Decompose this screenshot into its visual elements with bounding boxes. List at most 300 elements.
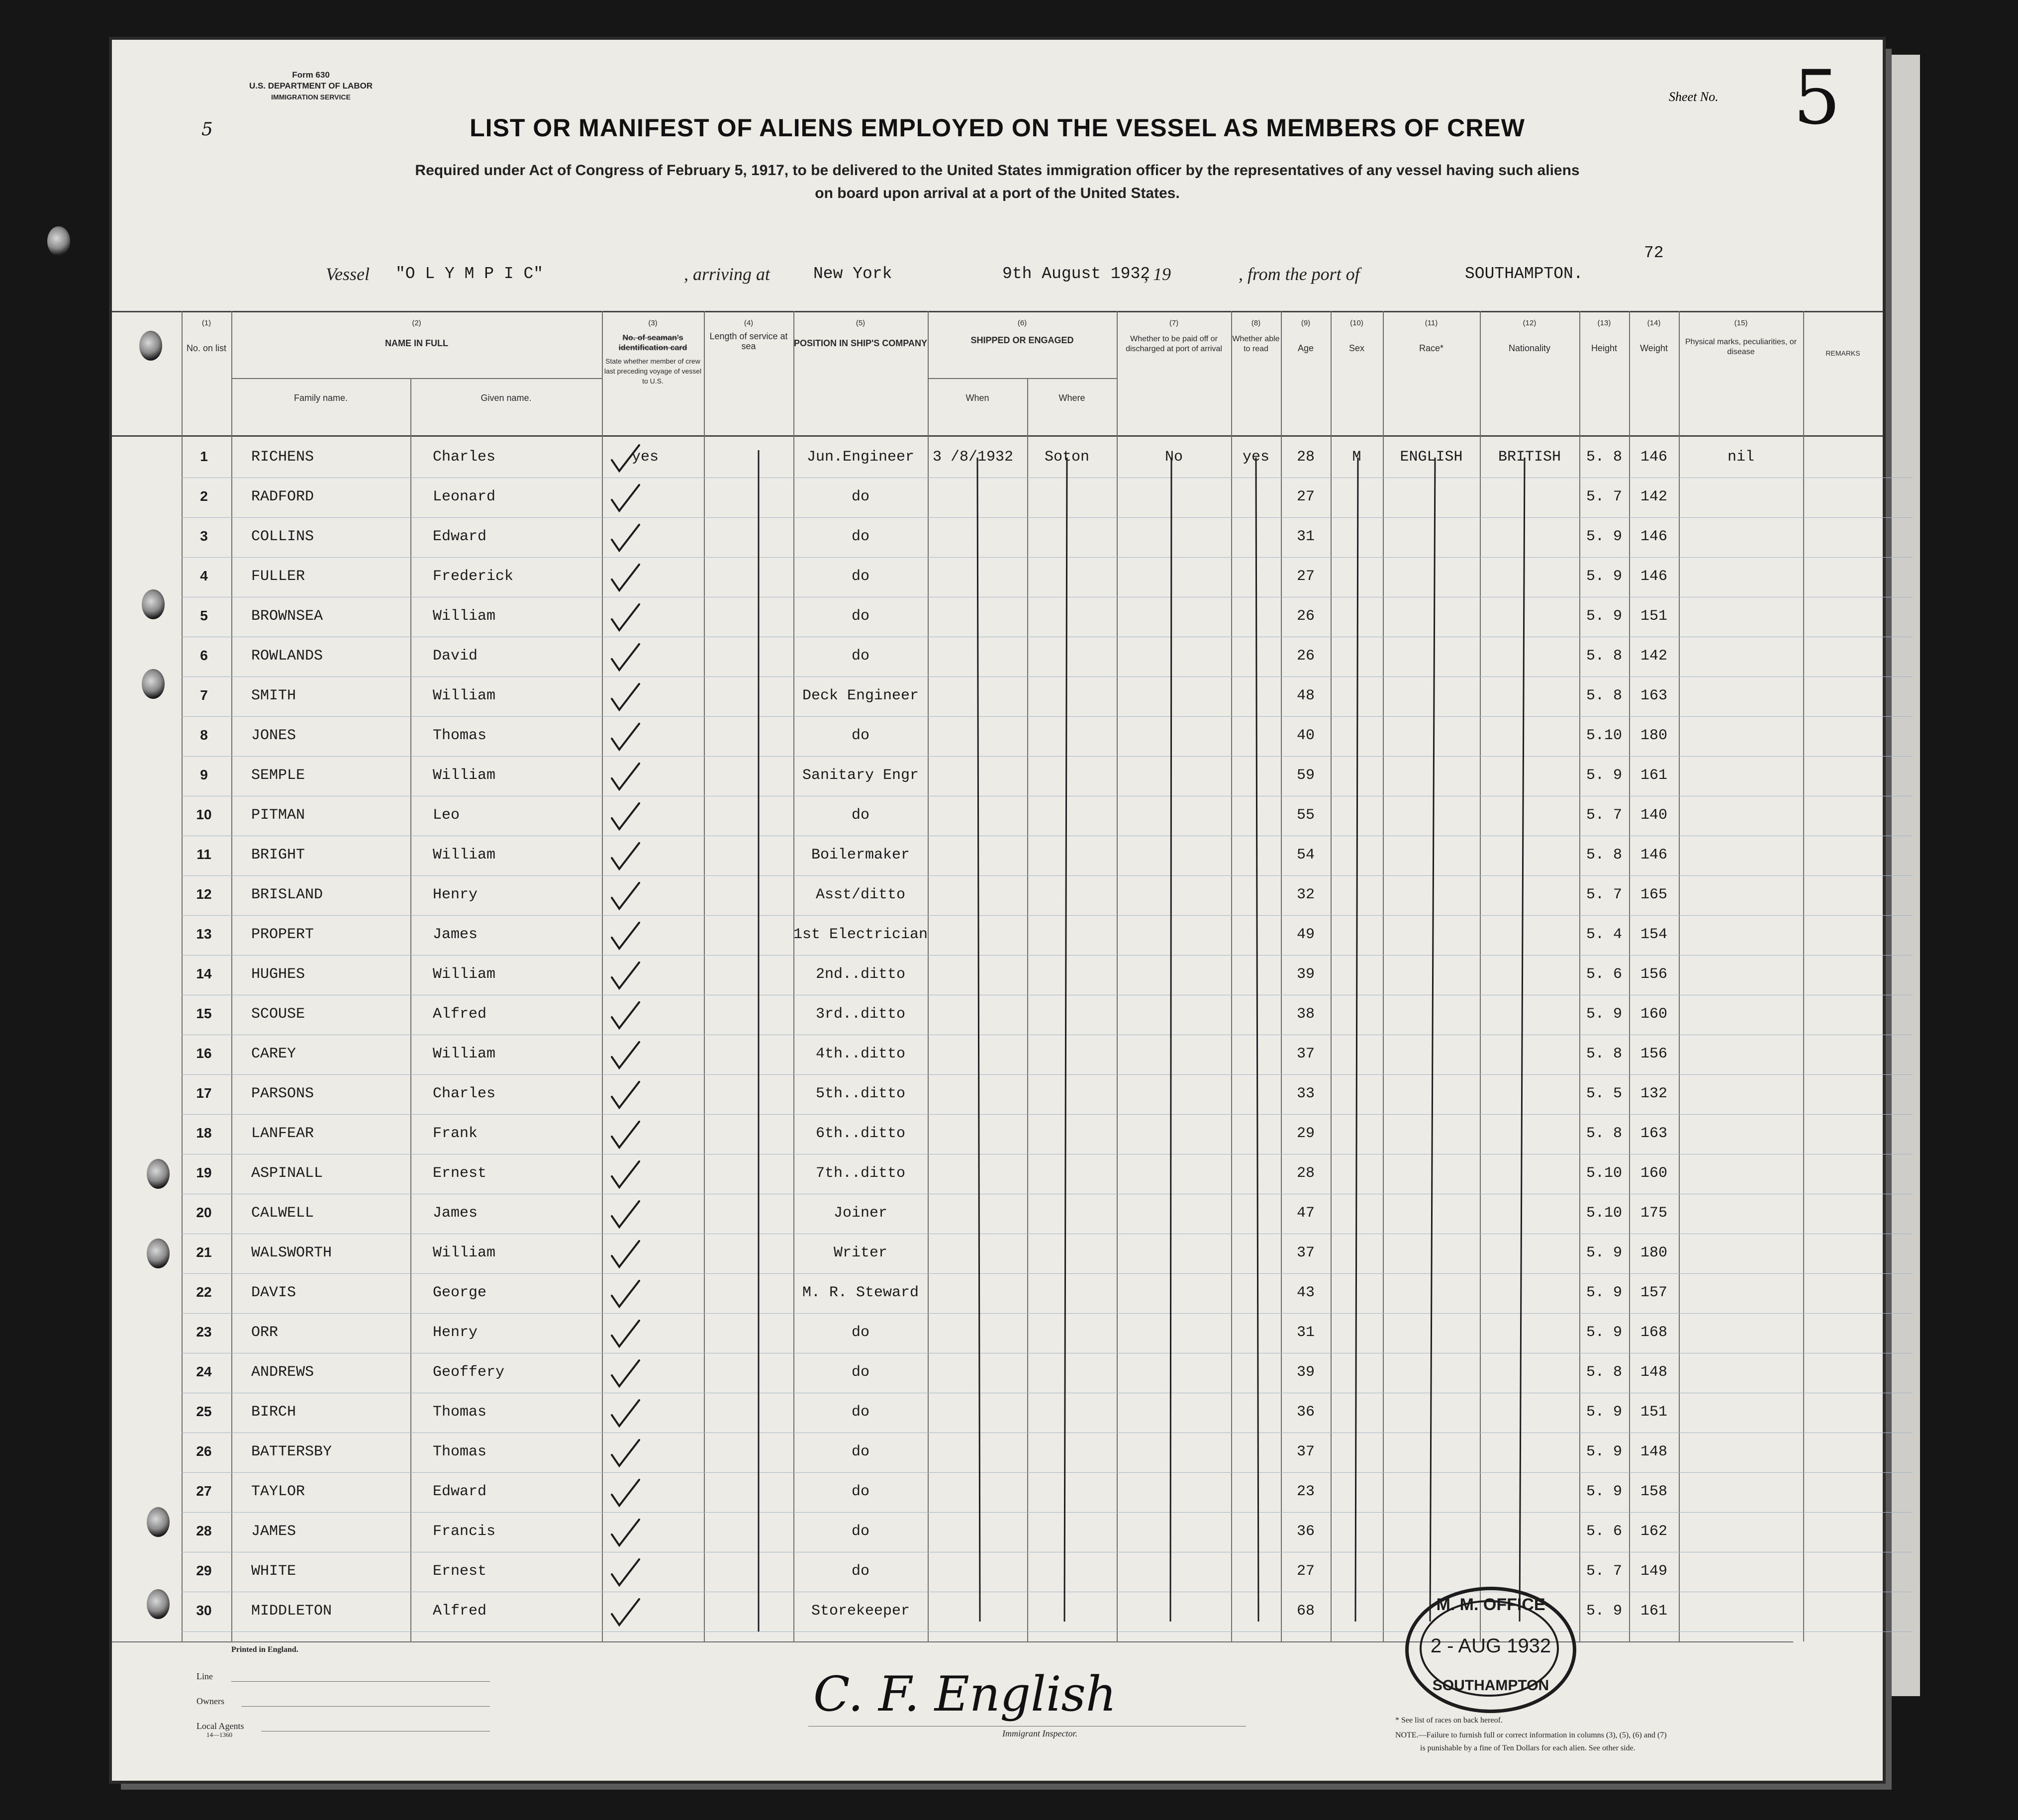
card-number: yes [632, 449, 659, 466]
age: 36 [1296, 1523, 1315, 1540]
given-name: Leonard [433, 488, 496, 505]
weight: 154 [1640, 926, 1667, 943]
given-name: William [433, 966, 496, 983]
age: 31 [1296, 528, 1315, 545]
weight: 149 [1640, 1563, 1667, 1580]
sex: M [1352, 449, 1361, 466]
height: 5. 8 [1586, 1046, 1622, 1062]
family-name: JAMES [251, 1523, 296, 1540]
row-number: 12 [196, 886, 212, 902]
row-number: 16 [196, 1046, 212, 1061]
row-number: 21 [196, 1245, 212, 1260]
given-name: Frank [433, 1125, 478, 1142]
col-head-shipped: (6) SHIPPED OR ENGAGED [970, 319, 1074, 345]
position: 6th..ditto [815, 1125, 906, 1142]
check-mark [612, 565, 639, 590]
sheet-label: Sheet No. [1669, 90, 1719, 104]
weight: 156 [1640, 966, 1667, 983]
age: 28 [1296, 449, 1315, 466]
family-name: CALWELL [251, 1205, 314, 1222]
age: 43 [1296, 1284, 1315, 1301]
agents-label: Local Agents [196, 1721, 244, 1731]
weight: 156 [1640, 1046, 1667, 1062]
weight: 175 [1640, 1205, 1667, 1222]
row-number: 23 [196, 1324, 212, 1340]
race: ENGLISH [1400, 449, 1463, 466]
row-number: 19 [196, 1165, 212, 1180]
check-mark [612, 604, 639, 630]
age: 27 [1296, 1563, 1315, 1580]
pen-marks-overlay [112, 40, 1883, 1781]
age: 39 [1296, 966, 1315, 983]
col-head-sex: (10) Sex [1348, 319, 1365, 353]
position: 2nd..ditto [815, 966, 906, 983]
row-number: 13 [196, 926, 212, 942]
age: 40 [1296, 727, 1315, 744]
arrival-date: 9th August 1932 [1002, 265, 1151, 283]
position: do [851, 1404, 869, 1421]
age: 49 [1296, 926, 1315, 943]
family-name: PITMAN [251, 807, 305, 824]
vessel-name: "O L Y M P I C" [395, 265, 544, 283]
position: Boilermaker [811, 847, 910, 863]
family-name: BRIGHT [251, 847, 305, 863]
family-name: CAREY [251, 1046, 296, 1062]
row-number: 24 [196, 1364, 212, 1379]
col-head-card: (3) No. of seaman's identification card State whether member of crew last preceding voyage of vessel to U.S. [604, 319, 702, 385]
age: 47 [1296, 1205, 1315, 1222]
age: 37 [1296, 1443, 1315, 1460]
given-name: Thomas [433, 1404, 487, 1421]
office-stamp [1405, 1587, 1576, 1713]
position: do [851, 568, 869, 585]
page-title: LIST OR MANIFEST OF ALIENS EMPLOYED ON THE VESSEL AS MEMBERS OF CREW [470, 114, 1525, 142]
height: 5. 9 [1586, 1404, 1622, 1421]
binder-hole [147, 1507, 170, 1537]
height: 5. 8 [1586, 648, 1622, 665]
position: do [851, 807, 869, 824]
weight: 161 [1640, 1603, 1667, 1620]
position: Joiner [833, 1205, 888, 1222]
family-name: DAVIS [251, 1284, 296, 1301]
age: 68 [1296, 1603, 1315, 1620]
given-name: Edward [433, 528, 487, 545]
col-head-paid-off: (7) Whether to be paid off or discharged at port of arrival [1126, 319, 1222, 353]
given-name: Henry [433, 1324, 478, 1341]
check-mark [612, 803, 639, 829]
given-name: Alfred [433, 1006, 487, 1023]
family-name: COLLINS [251, 528, 314, 545]
year-label: , 19 [1144, 264, 1171, 284]
given-name: Edward [433, 1483, 487, 1500]
row-number: 27 [196, 1483, 212, 1499]
weight: 160 [1640, 1165, 1667, 1182]
shipped-where: Soton [1045, 449, 1090, 466]
height: 5. 9 [1586, 1603, 1622, 1620]
weight: 146 [1640, 847, 1667, 863]
height: 5. 9 [1586, 568, 1622, 585]
line-label: Line [196, 1671, 213, 1681]
position: 7th..ditto [815, 1165, 906, 1182]
height: 5. 9 [1586, 1324, 1622, 1341]
check-mark [612, 1321, 639, 1346]
given-name: James [433, 926, 478, 943]
col-head-marks: (15) Physical marks, peculiarities, or disease [1685, 319, 1797, 356]
col-head-race: (11) Race* [1419, 319, 1444, 353]
family-name: FULLER [251, 568, 305, 585]
given-name: Leo [433, 807, 460, 824]
height: 5. 9 [1586, 1284, 1622, 1301]
height: 5. 4 [1586, 926, 1622, 943]
position: do [851, 727, 869, 744]
col-head-no: (1) No. on list [186, 319, 227, 353]
weight: 180 [1640, 727, 1667, 744]
position: Jun.Engineer [806, 449, 915, 466]
row-number: 25 [196, 1404, 212, 1419]
position: M. R. Steward [802, 1284, 919, 1301]
height: 5. 9 [1586, 528, 1622, 545]
weight: 148 [1640, 1364, 1667, 1381]
family-name: JONES [251, 727, 296, 744]
height: 5. 9 [1586, 1006, 1622, 1023]
corner-mark: 5 [201, 119, 213, 140]
height: 5. 7 [1586, 886, 1622, 903]
given-name: James [433, 1205, 478, 1222]
sheet-number: 5 [1793, 55, 1841, 141]
position: do [851, 1523, 869, 1540]
height: 5. 7 [1586, 807, 1622, 824]
weight: 151 [1640, 608, 1667, 625]
height: 5. 9 [1586, 1245, 1622, 1261]
family-name: SCOUSE [251, 1006, 305, 1023]
given-name: George [433, 1284, 487, 1301]
row-number: 6 [200, 648, 208, 663]
age: 39 [1296, 1364, 1315, 1381]
height: 5. 6 [1586, 966, 1622, 983]
shipped-when: 3 /8/1932 [933, 449, 1014, 466]
service: IMMIGRATION SERVICE [271, 93, 351, 101]
check-mark [612, 644, 639, 670]
col-head-height: (13) Height [1591, 319, 1618, 353]
check-mark [612, 525, 639, 551]
given-name: William [433, 687, 496, 704]
given-name: William [433, 1046, 496, 1062]
col-head-length: (4) Length of service at sea [709, 319, 788, 351]
vessel-label: Vessel [326, 264, 370, 284]
row-number: 7 [200, 687, 208, 703]
position: do [851, 528, 869, 545]
weight: 146 [1640, 449, 1667, 466]
able-to-read: yes [1242, 449, 1269, 466]
department: U.S. DEPARTMENT OF LABOR [249, 81, 373, 91]
family-name: SEMPLE [251, 767, 305, 784]
owners-rule [241, 1706, 490, 1707]
check-mark [612, 764, 639, 789]
family-name: ANDREWS [251, 1364, 314, 1381]
check-mark [612, 485, 639, 511]
age: 33 [1296, 1085, 1315, 1102]
from-port: SOUTHAMPTON. [1465, 265, 1583, 283]
check-mark [612, 1559, 639, 1585]
family-name: LANFEAR [251, 1125, 314, 1142]
row-number: 2 [200, 488, 208, 504]
binder-hole [147, 1239, 170, 1268]
check-mark [612, 1599, 639, 1625]
check-mark [612, 1400, 639, 1426]
row-number: 17 [196, 1085, 212, 1101]
age: 37 [1296, 1245, 1315, 1261]
height: 5. 7 [1586, 488, 1622, 505]
col-head-read: (8) Whether able to read [1232, 319, 1280, 353]
height: 5. 8 [1586, 1364, 1622, 1381]
age: 28 [1296, 1165, 1315, 1182]
check-mark [612, 1440, 639, 1466]
family-name: PARSONS [251, 1085, 314, 1102]
family-name: ROWLANDS [251, 648, 323, 665]
form-number: Form 630 [292, 70, 330, 80]
binder-hole [147, 1589, 170, 1619]
stamp-bottom-text: SOUTHAMPTON [1432, 1677, 1549, 1694]
given-name: Francis [433, 1523, 496, 1540]
col-head-position: (5) POSITION IN SHIP'S COMPANY [794, 319, 927, 348]
weight: 151 [1640, 1404, 1667, 1421]
position: do [851, 648, 869, 665]
col-head-name: (2) NAME IN FULL [385, 319, 448, 348]
given-name: Alfred [433, 1603, 487, 1620]
height: 5.10 [1586, 1205, 1622, 1222]
col-head-age: (9) Age [1297, 319, 1314, 353]
row-number: 3 [200, 528, 208, 544]
printed-note: Printed in England. [231, 1645, 298, 1654]
check-mark [612, 1002, 639, 1028]
row-number: 30 [196, 1603, 212, 1618]
col-head-weight: (14) Weight [1640, 319, 1668, 353]
row-number: 29 [196, 1563, 212, 1578]
given-name: Thomas [433, 1443, 487, 1460]
given-name: William [433, 767, 496, 784]
row-number: 15 [196, 1006, 212, 1021]
given-name: Ernest [433, 1563, 487, 1580]
given-name: Thomas [433, 727, 487, 744]
height: 5. 9 [1586, 608, 1622, 625]
weight: 168 [1640, 1324, 1667, 1341]
given-name: Frederick [433, 568, 514, 585]
height: 5. 9 [1586, 767, 1622, 784]
physical-marks: nil [1727, 449, 1754, 466]
col-head-nationality: (12) Nationality [1508, 319, 1551, 353]
check-mark [612, 1042, 639, 1068]
owners-label: Owners [196, 1696, 224, 1706]
check-mark [612, 923, 639, 949]
weight: 162 [1640, 1523, 1667, 1540]
check-mark [612, 1480, 639, 1506]
height: 5. 9 [1586, 1443, 1622, 1460]
col-subhead-given: Given name. [480, 393, 532, 403]
position: do [851, 608, 869, 625]
weight: 146 [1640, 568, 1667, 585]
inspector-signature: C. F. English [813, 1666, 1117, 1722]
family-name: WALSWORTH [251, 1245, 332, 1261]
row-number: 14 [196, 966, 212, 981]
race-note: * See list of races on back hereof. [1395, 1716, 1503, 1724]
check-mark [612, 962, 639, 988]
height: 5. 9 [1586, 1483, 1622, 1500]
given-name: Ernest [433, 1165, 487, 1182]
check-mark [612, 1520, 639, 1545]
age: 37 [1296, 1046, 1315, 1062]
family-name: BROWNSEA [251, 608, 323, 625]
family-name: ASPINALL [251, 1165, 323, 1182]
position: Sanitary Engr [802, 767, 919, 784]
weight: 142 [1640, 488, 1667, 505]
age: 26 [1296, 608, 1315, 625]
col-head-remarks: REMARKS [1826, 349, 1860, 357]
weight: 132 [1640, 1085, 1667, 1102]
side-number: 72 [1644, 244, 1664, 262]
col-subhead-family: Family name. [293, 393, 348, 403]
position: 4th..ditto [815, 1046, 906, 1062]
height: 5. 5 [1586, 1085, 1622, 1102]
family-name: WHITE [251, 1563, 296, 1580]
arriving-port: New York [813, 265, 892, 283]
height: 5. 6 [1586, 1523, 1622, 1540]
paid-off: No [1164, 449, 1183, 466]
weight: 161 [1640, 767, 1667, 784]
weight: 148 [1640, 1443, 1667, 1460]
weight: 180 [1640, 1245, 1667, 1261]
check-mark [612, 1161, 639, 1187]
family-name: TAYLOR [251, 1483, 305, 1500]
weight: 160 [1640, 1006, 1667, 1023]
age: 31 [1296, 1324, 1315, 1341]
age: 38 [1296, 1006, 1315, 1023]
height: 5. 8 [1586, 687, 1622, 704]
age: 29 [1296, 1125, 1315, 1142]
age: 32 [1296, 886, 1315, 903]
position: 1st Electrician [793, 926, 928, 943]
row-number: 20 [196, 1205, 212, 1220]
weight: 158 [1640, 1483, 1667, 1500]
footer-note-1: NOTE.—Failure to furnish full or correct information in columns (3), (5), (6) and (7) [1395, 1731, 1667, 1739]
family-name: SMITH [251, 687, 296, 704]
from-port-label: , from the port of [1239, 264, 1360, 284]
position: do [851, 488, 869, 505]
height: 5. 8 [1586, 847, 1622, 863]
manifest-sheet [112, 40, 1883, 1781]
binder-hole [47, 226, 70, 256]
row-number: 11 [196, 847, 211, 862]
family-name: HUGHES [251, 966, 305, 983]
check-mark [612, 1281, 639, 1307]
subtitle-line-2: on board upon arrival at a port of the United States. [815, 185, 1180, 201]
family-name: BIRCH [251, 1404, 296, 1421]
age: 55 [1296, 807, 1315, 824]
row-number: 4 [200, 568, 208, 583]
given-name: Charles [433, 449, 496, 466]
position: Asst/ditto [815, 886, 906, 903]
binder-hole [142, 589, 165, 619]
weight: 165 [1640, 886, 1667, 903]
position: do [851, 1563, 869, 1580]
age: 48 [1296, 687, 1315, 704]
col-subhead-when: When [965, 393, 989, 403]
line-rule [231, 1681, 490, 1682]
given-name: Henry [433, 886, 478, 903]
family-name: BRISLAND [251, 886, 323, 903]
row-number: 8 [200, 727, 208, 743]
given-name: Geoffery [433, 1364, 505, 1381]
family-name: RADFORD [251, 488, 314, 505]
check-mark [612, 724, 639, 750]
row-number: 9 [200, 767, 208, 782]
subtitle-line-1: Required under Act of Congress of February 5, 1917, to be delivered to the United States immigration officer by the representatives of any vessel having such aliens [415, 162, 1580, 179]
position: do [851, 1324, 869, 1341]
age: 26 [1296, 648, 1315, 665]
age: 54 [1296, 847, 1315, 863]
row-number: 5 [200, 608, 208, 623]
weight: 163 [1640, 1125, 1667, 1142]
check-mark [612, 1082, 639, 1108]
family-name: MIDDLETON [251, 1603, 332, 1620]
age: 27 [1296, 488, 1315, 505]
position: Writer [833, 1245, 888, 1261]
check-mark [612, 883, 639, 909]
agents-code: 14—1360 [206, 1731, 232, 1738]
stamp-top-text: M. M. OFFICE [1436, 1595, 1545, 1614]
age: 23 [1296, 1483, 1315, 1500]
binder-hole [147, 1159, 170, 1189]
binder-hole [139, 331, 162, 361]
given-name: William [433, 608, 496, 625]
height: 5. 8 [1586, 449, 1622, 466]
row-number: 28 [196, 1523, 212, 1538]
row-number: 22 [196, 1284, 212, 1300]
given-name: David [433, 648, 478, 665]
position: 5th..ditto [815, 1085, 906, 1102]
check-mark [612, 445, 639, 471]
stamp-date: 2 - AUG 1932 [1430, 1635, 1551, 1657]
position: do [851, 1483, 869, 1500]
weight: 146 [1640, 528, 1667, 545]
height: 5.10 [1586, 1165, 1622, 1182]
family-name: BATTERSBY [251, 1443, 332, 1460]
position: Storekeeper [811, 1603, 910, 1620]
family-name: RICHENS [251, 449, 314, 466]
position: 3rd..ditto [815, 1006, 906, 1023]
col-subhead-where: Where [1058, 393, 1085, 403]
age: 59 [1296, 767, 1315, 784]
check-mark [612, 1201, 639, 1227]
check-mark [612, 1360, 639, 1386]
check-mark [612, 684, 639, 710]
row-number: 18 [196, 1125, 212, 1141]
binder-hole [142, 669, 165, 699]
check-mark [612, 843, 639, 869]
position: do [851, 1364, 869, 1381]
weight: 157 [1640, 1284, 1667, 1301]
row-number: 26 [196, 1443, 212, 1459]
age: 36 [1296, 1404, 1315, 1421]
position: do [851, 1443, 869, 1460]
weight: 163 [1640, 687, 1667, 704]
height: 5. 7 [1586, 1563, 1622, 1580]
family-name: PROPERT [251, 926, 314, 943]
check-mark [612, 1122, 639, 1148]
height: 5.10 [1586, 727, 1622, 744]
weight: 142 [1640, 648, 1667, 665]
weight: 140 [1640, 807, 1667, 824]
given-name: Charles [433, 1085, 496, 1102]
